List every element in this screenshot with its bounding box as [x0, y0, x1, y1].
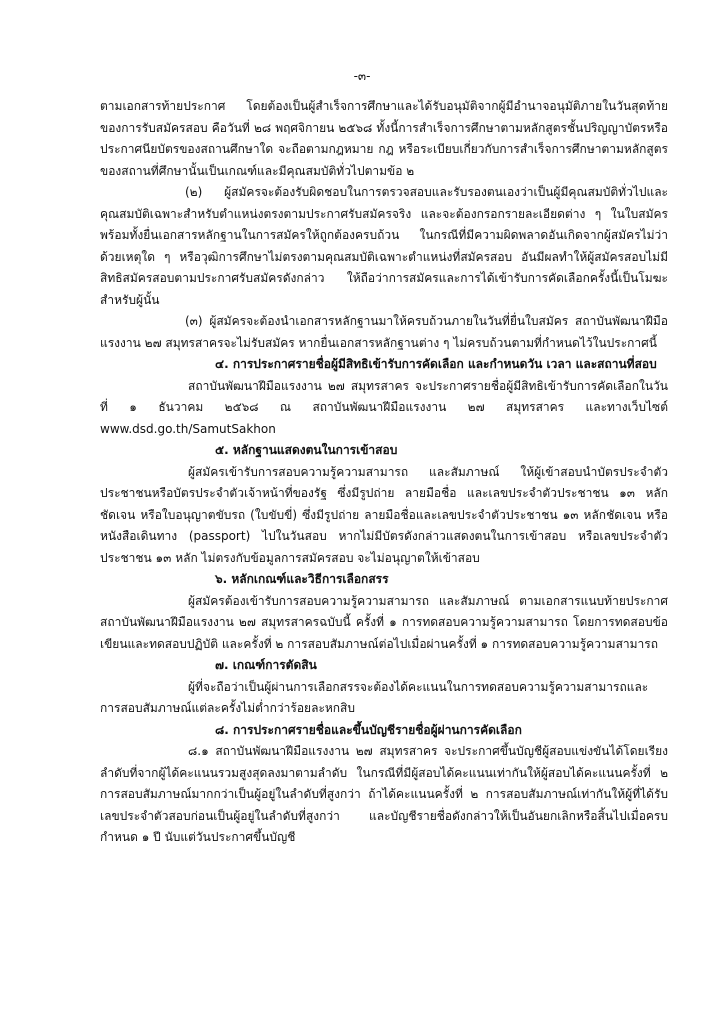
body-paragraph: ผู้สมัครเข้ารับการสอบความรู้ความสามารถ และสัมภาษณ์ ให้ผู้เข้าสอบนำบัตรประจำตัวประชาชนหรือบัตรประจำตัวเจ้าหน้าที่ของรัฐ ซึ่งมีรูปถ่าย ลายมือชื่อ และเลขประจำตัวประชาชน ๑๓ หลักชัดเจน หรือใบอนุญาตขับรถ (ใบขับขี่) ซึ่งมีรูปถ่าย ลายมือชื่อและเลขประจำตัวประชาชน ๑๓ หลักชัดเจน หรือหนังสือเดินทาง (passport) ไปในวันสอบ หากไม่มีบัตรดังกล่าวแสดงตนในการเข้าสอบ หรือเลขประจำตัวประชาชน ๑๓ หลัก ไม่ตรงกับข้อมูลการสมัครสอบ จะไม่อนุญาตให้เข้าสอบ	[100, 464, 668, 565]
body-paragraph: ตามเอกสารท้ายประกาศ โดยต้องเป็นผู้สำเร็จการศึกษาและได้รับอนุมัติจากผู้มีอำนาจอนุมัติภายในวันสุดท้ายของการรับสมัครสอบ คือวันที่ ๒๘ พฤศจิกายน ๒๕๖๘ ทั้งนี้การสำเร็จการศึกษาตามหลักสูตรชั้นปริญญาบัตรหรือประกาศนียบัตรของสถานศึกษาใด จะถือตามกฎหมาย กฎ หรือระเบียบเกี่ยวกับการสำเร็จการศึกษาตามหลักสูตรของสถานที่ศึกษานั้นเป็นเกณฑ์และมีคุณสมบัติทั่วไปตามข้อ ๒	[100, 99, 668, 178]
page-number: -๓-	[353, 69, 371, 83]
body-paragraph: ๘.๑ สถาบันพัฒนาฝีมือแรงงาน ๒๗ สมุทรสาคร จะประกาศขึ้นบัญชีผู้สอบแข่งขันได้โดยเรียงลำดับที่จากผู้ได้คะแนนรวมสูงสุดลงมาตามลำดับ ในกรณีที่มีผู้สอบได้คะแนนเท่ากันให้ผู้สอบได้คะแนนครั้งที่ ๒ การสอบสัมภาษณ์มากกว่าเป็นผู้อยู่ในลำดับที่สูงกว่า ถ้าได้คะแนนครั้งที่ ๒ การสอบสัมภาษณ์เท่ากันให้ผู้ที่ได้รับเลขประจำตัวสอบก่อนเป็นผู้อยู่ในลำดับที่สูงกว่า และบัญชีรายชื่อดังกล่าวให้เป็นอันยกเลิกหรือสิ้นไปเมื่อครบกำหนด ๑ ปี นับแต่วันประกาศขึ้นบัญชี	[100, 744, 668, 844]
section-heading: ๕. หลักฐานแสดงตนในการเข้าสอบ	[215, 443, 398, 457]
section-heading: ๔. การประกาศรายชื่อผู้มีสิทธิเข้ารับการคัดเลือก และกำหนดวัน เวลา และสถานที่สอบ	[215, 357, 657, 371]
section-heading: ๗. เกณฑ์การตัดสิน	[215, 658, 317, 672]
body-paragraph: ผู้สมัครต้องเข้ารับการสอบความรู้ความสามารถ และสัมภาษณ์ ตามเอกสารแนบท้ายประกาศสถาบันพัฒนาฝีมือแรงงาน ๒๗ สมุทรสาครฉบับนี้ ครั้งที่ ๑ การทดสอบความรู้ความสามารถ โดยการทดสอบข้อเขียนและทดสอบปฏิบัติ และครั้งที่ ๒ การสอบสัมภาษณ์ต่อไปเมื่อผ่านครั้งที่ ๑ การทดสอบความรู้ความสามารถ	[100, 593, 668, 651]
body-paragraph: ผู้ที่จะถือว่าเป็นผู้ผ่านการเลือกสรรจะต้องได้คะแนนในการทดสอบความรู้ความสามารถและการสอบสัมภาษณ์แต่ละครั้งไม่ต่ำกว่าร้อยละหกสิบ	[100, 679, 649, 715]
body-paragraph: (๒) ผู้สมัครจะต้องรับผิดชอบในการตรวจสอบและรับรองตนเองว่าเป็นผู้มีคุณสมบัติทั่วไปและคุณสมบัติเฉพาะสำหรับตำแหน่งตรงตามประกาศรับสมัครจริง และจะต้องกรอกรายละเอียดต่าง ๆ ในใบสมัครพร้อมทั้งยื่นเอกสารหลักฐานในการสมัครให้ถูกต้องครบถ้วน ในกรณีที่มีความผิดพลาดอันเกิดจากผู้สมัครไม่ว่าด้วยเหตุใด ๆ หรือวุฒิการศึกษาไม่ตรงตามคุณสมบัติเฉพาะตำแหน่งที่สมัครสอบ อันมีผลทำให้ผู้สมัครสอบไม่มีสิทธิสมัครสอบตามประกาศรับสมัครดังกล่าว ให้ถือว่าการสมัครและการได้เข้ารับการคัดเลือกครั้งนี้เป็นโมฆะสำหรับผู้นั้น	[100, 185, 668, 307]
section-heading: ๖. หลักเกณฑ์และวิธีการเลือกสรร	[215, 572, 389, 586]
body-paragraph: (๓) ผู้สมัครจะต้องนำเอกสารหลักฐานมาให้ครบถ้วนภายในวันที่ยื่นใบสมัคร สถาบันพัฒนาฝีมือแรงงาน ๒๗ สมุทรสาครจะไม่รับสมัคร หากยื่นเอกสารหลักฐานต่าง ๆ ไม่ครบถ้วนตามที่กำหนดไว้ในประกาศนี้	[100, 314, 668, 350]
document-body	[100, 96, 668, 849]
body-paragraph: สถาบันพัฒนาฝีมือแรงงาน ๒๗ สมุทรสาคร จะประกาศรายชื่อผู้มีสิทธิเข้ารับการคัดเลือกในวันที่ ๑ ธันวาคม ๒๕๖๘ ณ สถาบันพัฒนาฝีมือแรงงาน ๒๗ สมุทรสาคร และทางเว็บไซต์ www.dsd.go.th/SamutSakhon	[100, 378, 668, 436]
section-heading: ๘. การประกาศรายชื่อและขึ้นบัญชีรายชื่อผู้ผ่านการคัดเลือก	[215, 722, 522, 737]
